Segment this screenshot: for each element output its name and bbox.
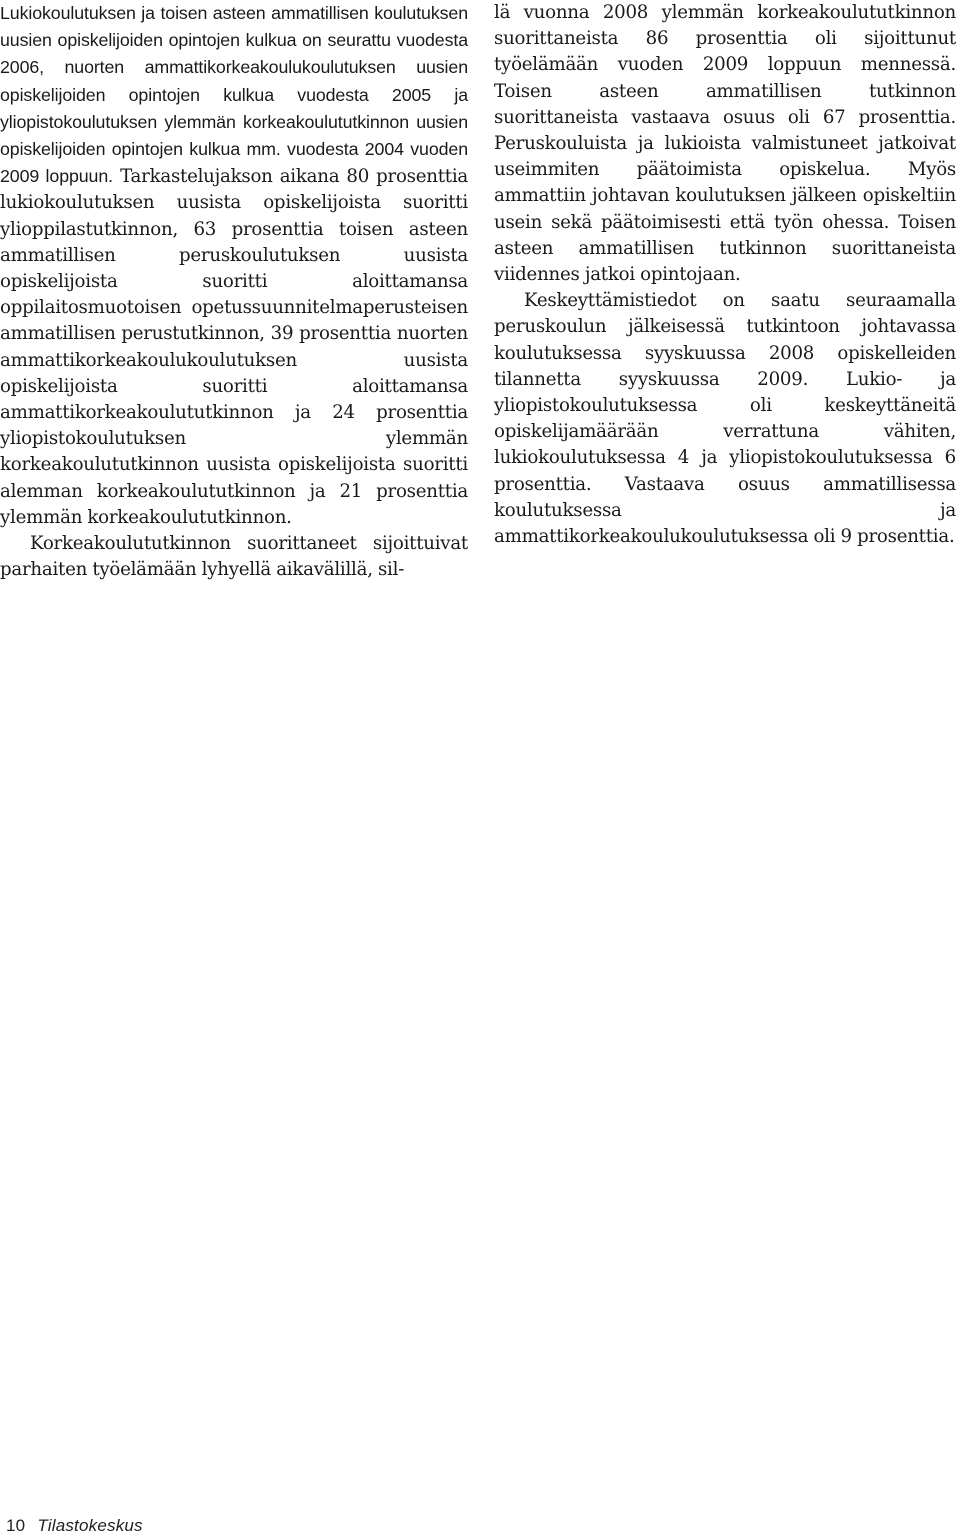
left-paragraph-1 [0,0,468,531]
right-column [494,0,956,550]
right-paragraph-1: lä vuonna 2008 ylemmän korkeakoulututkinnon suorittaneista 86 prosenttia oli sijoittunut työelämään vuoden 2009 loppuun mennessä. Toisen asteen ammatillisen tutkinnon suorittaneista vastaava osuus oli 67 prosenttia. Peruskouluista ja lukioista valmistuneet jatkoivat useimmiten päätoimista opiskelua. Myös ammattiin johtavan koulutuksen jälkeen opiskeltiin usein sekä päätoimisesti että työn ohessa. Toisen asteen ammatillisen tutkinnon suorittaneista viidennes jatkoi opintojaan. [494,2,956,286]
page-number: 10 [6,1516,26,1535]
left-paragraph-1-sans-text: Lukiokoulutuksen ja toisen asteen ammatillisen koulutuksen uusien opiskelijoiden opintojen kulkua on seurattu vuodesta 2006, nuorten ammattikorkeakoulukoulutuksen uusien opiskelijoiden opintojen kulkua vuodesta 2005 ja yliopistokoulutuksen ylemmän korkeakoulututkinnon uusien opiskelijoiden opintojen kulkua mm. vuodesta 2004 vuoden 2009 loppuun. [0,3,468,187]
right-paragraph-2: Keskeyttämistiedot on saatu seuraamalla peruskoulun jälkeisessä tutkintoon johtavassa koulutuksessa syyskuussa 2008 opiskelleiden tilannetta syyskuussa 2009. Lukio- ja yliopistokoulutuksessa oli keskeyttäneitä opiskelijamäärään verrattuna vähiten, lukiokoulutuksessa 4 ja yliopistokoulutuksessa 6 prosenttia. Vastaava osuus ammatillisessa koulutuksessa ja ammattikorkeakoulukoulutuksessa oli 9 prosenttia. [494,290,956,548]
left-column [0,0,468,583]
publication-name: Tilastokeskus [37,1516,143,1535]
left-paragraph-1-serif-text: Tarkastelujakson aikana 80 prosenttia lukiokoulutuksen uusista opiskelijoista suoritti ylioppilastutkinnon, 63 prosenttia toisen asteen ammatillisen peruskoulutuksen uusista opiskelijoista suoritti aloittamansa oppilaitosmuotoisen opetussuunnitelmaperusteisen ammatillisen perustutkinnon, 39 prosenttia nuorten ammattikorkeakoulukoulutuksen uusista opiskelijoista suoritti aloittamansa ammattikorkeakoulututkinnon ja 24 prosenttia yliopistokoulutuksen ylemmän korkeakoulututkinnon uusista opiskelijoista suoritti alemman korkeakoulututkinnon ja 21 prosenttia ylemmän korkeakoulututkinnon. [0,166,468,528]
page-footer [6,1516,143,1536]
left-paragraph-2: Korkeakoulututkinnon suorittaneet sijoittuivat parhaiten työelämään lyhyellä aikavälillä, sil- [0,533,468,581]
